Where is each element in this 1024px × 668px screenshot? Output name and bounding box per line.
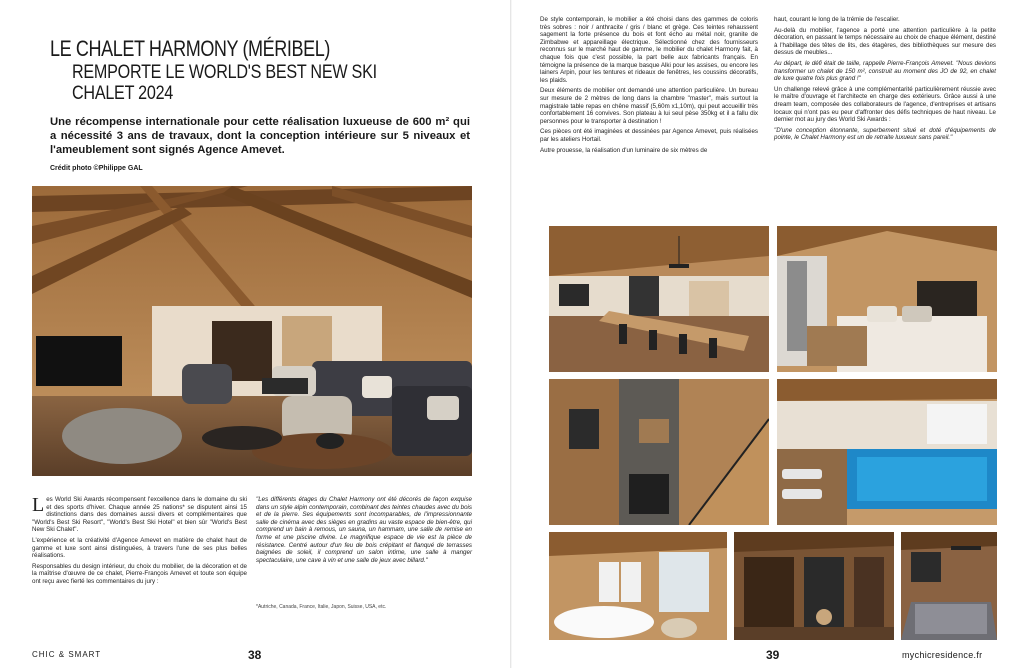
- page-number-left: 38: [248, 648, 262, 662]
- workshop-paragraph: Ces pièces ont été imaginées et dessinées par Agence Amevet, puis réalisées par les ateliers Hortail.: [540, 128, 758, 143]
- bathroom-photo: [549, 532, 727, 640]
- decoration-paragraph: Au-delà du mobilier, l'agence a porté une attention particulière à la petite décoration, en passant le temps nécessaire au choix de chaque élément, destiné à l'habillage des têtes de lits, des étagères, des bibliothèques sur mesure des dessus de meubles...: [774, 26, 996, 57]
- custom-pieces-paragraph: Deux éléments de mobilier ont demandé une attention particulière. Un bureau sur mesure de 2 mètres de long dans la chambre "master", mais surtout la magistrale table repas en chêne massif (5,60m x1,10m), qui peut accueillir très confortablement 16 convives. Son plateau à lui seul pèse 350kg et il a fallu dix personnes pour le transporter à destination !: [540, 87, 758, 125]
- footnote: *Autriche, Canada, France, Italie, Japon, Suisse, USA, etc.: [256, 604, 387, 610]
- staircase-photo: [549, 379, 769, 525]
- page-number-right: 39: [766, 648, 780, 662]
- final-quote: "D'une conception étonnante, superbement situé et doté d'équipements de pointe, le Chalet Harmony est un de retraite luxueux sans pareil.": [774, 126, 996, 142]
- paragraph-2: L'expérience et la créativité d'Agence Amevet en matière de chalet haut de gamme et luxe sont ainsi distinguées, à travers l'une de ses plus belles réalisations.: [32, 536, 247, 560]
- left-column-2: [256, 496, 472, 567]
- right-page: [512, 0, 1024, 668]
- right-column-2: [774, 16, 996, 145]
- jury-quote: "Les différents étages du Chalet Harmony ont été décorés de façon exquise dans un style alpin contemporain, combinant des teintes chaudes avec du bois et de la pierre. Ses équipements sont incomparables, de l'impressionnante salle de cinéma avec des sièges en gradins au vaste espace de bien-être, qui comprend un bain à remous, un sauna, un hammam, une salle de remise en forme et une piscine divine. Le magnifique espace de vie est la pièce de résistance. Centré autour d'un feu de bois crépitant et flanqué de terrasses baignées de soleil, il comprend un salon intime, une salle à manger spectaculaire, une cave à vin et une salle de jeux avec billard.": [256, 496, 472, 564]
- article-lead: Une récompense internationale pour cette réalisation luxueuse de 600 m² qui a nécessité 3 ans de travaux, dont la conception intérieure sur 5 niveaux et l'ameublement sont signés Agence Amevet.: [50, 116, 470, 156]
- right-column-1: [540, 16, 758, 157]
- pool-photo: [777, 379, 997, 525]
- living-room-photo: [32, 186, 472, 476]
- drop-cap: L: [32, 494, 45, 516]
- bedroom-photo: [777, 226, 997, 372]
- challenge-quote: Au départ, le défi était de taille, rappelle Pierre-François Amevet. "Nous devions transformer un chalet de 150 m², construit au moment des JO de 92, en chalet de luxe quatre fois plus grand !": [774, 59, 996, 83]
- photo-credit: Crédit photo ©Philippe GAL: [50, 165, 143, 172]
- team-paragraph: Un challenge relevé grâce à une complémentarité particulièrement réussie avec le maître d'ouvrage et l'architecte en charge des extérieurs. Grâce aussi à une dream team, composée des collaborateurs de l'agence, d'entreprises et artisans locaux qui n'ont pas eu peur d'affronter des défis techniques de haut niveau. Le dernier mot au jury des World Ski Awards :: [774, 85, 996, 124]
- furniture-paragraph: De style contemporain, le mobilier a été choisi dans des gammes de coloris très sobres : noir / anthracite / gris / blanc et grège. Ces teintes rehaussent sagement la forte présence du bois et font écho au métal noir, granite de Zimbabwe et appareillage électrique. Sélectionné chez des fournisseurs reconnus sur le marché haut de gamme, le mobilier du chalet Harmony fait, à chaque fois que c'est possible, la part belle aux fabricants français. En témoigne la présence de la marque basque Alki pour les assises, ou encore les lainers Arpin, pour les tentures et rideaux de fenêtres, les coussins décoratifs, les plaids.: [540, 16, 758, 84]
- staircase-paragraph: haut, courant le long de la trémie de l'escalier.: [774, 16, 900, 23]
- living-room-illustration: [32, 186, 472, 476]
- article-title: LE CHALET HARMONY (MÉRIBEL): [50, 36, 330, 61]
- footer-website: mychicresidence.fr: [902, 650, 983, 660]
- footer-brand: CHIC & SMART: [32, 650, 102, 659]
- left-column-1: [32, 496, 247, 589]
- billiard-room-photo: [901, 532, 997, 640]
- dining-room-photo: [549, 226, 769, 372]
- lighting-paragraph: Autre prouesse, la réalisation d'un luminaire de six mètres de: [540, 146, 708, 154]
- wine-cellar-photo: [734, 532, 894, 640]
- paragraph-3: Responsables du design intérieur, du choix du mobilier, de la décoration et de la maîtrise d'œuvre de ce chalet, Pierre-François Amevet et toute son équipe ont reçu avec fierté les commentaires du jury :: [32, 562, 247, 585]
- article-subtitle: REMPORTE LE WORLD'S BEST NEW SKI CHALET 2024: [72, 62, 377, 104]
- intro-paragraph: es World Ski Awards récompensent l'excellence dans le domaine du ski et des sports d'hiver. Chaque année 25 nations* se disputent ainsi 15 distinctions dans des domaines aussi divers et complémentaires que "World's Best Ski Resort", "World's Best Ski Hotel" et bien sûr "World's Best New Ski Chalet".: [32, 496, 247, 534]
